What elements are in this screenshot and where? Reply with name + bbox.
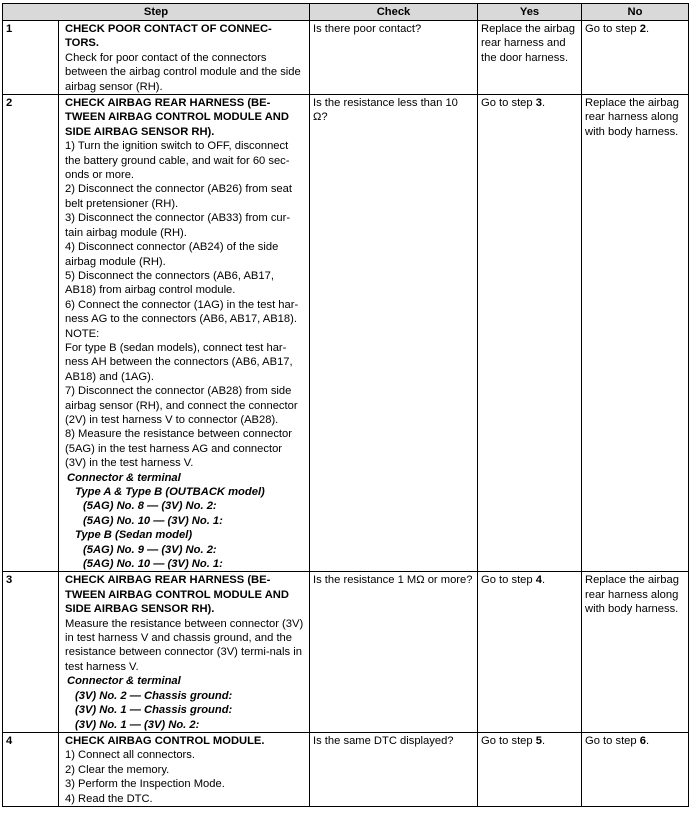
no-action-text: Go to step (585, 23, 640, 35)
terminal-spec: Type A & Type B (OUTBACK model) (75, 486, 265, 498)
no-action: Go to step 2. (582, 21, 689, 95)
terminal-spec: (5AG) No. 8 — (3V) No. 2: (83, 500, 217, 513)
yes-action-text: Go to step (481, 97, 536, 110)
terminal-spec: Connector & terminal (67, 471, 181, 484)
step-description (59, 21, 310, 95)
terminal-spec: Connector & terminal (67, 675, 181, 688)
table-row (3, 21, 689, 95)
yes-action: Go to step 4. (478, 572, 582, 732)
step-instruction: 3) Perform the Inspection Mode. (65, 778, 225, 791)
yes-action-text: Go to step (481, 734, 536, 747)
step-number: 1 (3, 21, 59, 95)
step-title: CHECK AIRBAG REAR HARNESS (BE- TWEEN AIRBAG CONTROL MODULE AND SIDE AIRBAG SENSOR RH). (65, 97, 289, 138)
no-action (582, 95, 689, 572)
check-question: Is the resistance 1 MΩ or more? (310, 572, 478, 732)
step-instruction: 5) Disconnect the connectors (AB6, AB17, AB18) from airbag control module. (65, 269, 274, 297)
terminal-spec: Type B (Sedan model) (75, 529, 193, 542)
step-instruction: Measure the resistance between connector (3V) in test harness V and chassis ground, and the resistance between connector (3V) termi-nals in test harness V. (65, 617, 304, 673)
yes-action: Go to step 3. (478, 95, 582, 572)
no-action: Go to step 6. (582, 732, 689, 806)
terminal-spec: (5AG) No. 10 — (3V) No. 1: (83, 514, 223, 527)
terminal-spec: (5AG) No. 9 — (3V) No. 2: (83, 543, 217, 556)
check-question: Is the resistance less than 10 Ω? (310, 95, 478, 572)
step-instruction: For type B (sedan models), connect test har-ness AH between the connectors (AB6, AB17, AB18) and (1AG). (65, 341, 293, 383)
step-instruction: 3) Disconnect the connector (AB33) from cur-tain airbag module (RH). (65, 212, 291, 239)
terminal-spec: (5AG) No. 10 — (3V) No. 1: (83, 558, 223, 571)
step-title: CHECK AIRBAG REAR HARNESS (BE- TWEEN AIRBAG CONTROL MODULE AND SIDE AIRBAG SENSOR RH). (65, 574, 289, 616)
step-number: 4 (3, 732, 59, 806)
check-question: Is the same DTC displayed? (310, 732, 478, 806)
yes-action-text: Go to step (481, 574, 536, 587)
no-action-text: Go to step (585, 734, 640, 747)
no-action-text: Replace the airbag rear harness along with body harness. (585, 574, 679, 616)
step-number: 3 (3, 572, 59, 732)
terminal-spec: (3V) No. 2 — Chassis ground: (75, 689, 233, 702)
table-row (3, 95, 689, 572)
yes-action: Go to step 5. (478, 732, 582, 806)
step-instruction: 4) Disconnect connector (AB24) of the side airbag module (RH). (65, 241, 279, 268)
step-instruction: 1) Connect all connectors. (65, 749, 195, 762)
table-row (3, 732, 689, 806)
step-instruction: 2) Disconnect the connector (AB26) from seat belt pretensioner (RH). (65, 183, 292, 210)
table-row (3, 572, 689, 732)
yes-action (478, 21, 582, 95)
step-instruction: 6) Connect the connector (1AG) in the test har-ness AG to the connectors (AB6, AB17, AB18). (65, 298, 299, 326)
no-goto-step: 2 (639, 23, 646, 35)
step-instruction: NOTE: (65, 327, 100, 340)
header-check: Check (310, 4, 478, 21)
step-description (59, 95, 310, 572)
no-action (582, 572, 689, 732)
step-description (59, 572, 310, 732)
step-number: 2 (3, 95, 59, 572)
header-row (3, 4, 689, 21)
terminal-spec: (3V) No. 1 — (3V) No. 2: (75, 718, 200, 731)
step-title: CHECK AIRBAG CONTROL MODULE. (65, 734, 265, 747)
yes-action-text: Replace the airbag rear harness and the door harness. (481, 23, 575, 64)
no-goto-step: 6 (639, 734, 646, 747)
step-instruction: Check for poor contact of the connectors between the airbag control module and the side airbag sensor (RH). (65, 51, 301, 93)
step-instruction: 2) Clear the memory. (65, 763, 170, 776)
header-yes: Yes (478, 4, 582, 21)
yes-goto-step: 3 (535, 97, 542, 110)
yes-goto-step: 5 (535, 734, 542, 747)
step-instruction: 1) Turn the ignition switch to OFF, disconnect the battery ground cable, and wait for 60 sec-onds or more. (65, 140, 290, 182)
yes-goto-step: 4 (535, 574, 542, 587)
step-instruction: 4) Read the DTC. (65, 792, 153, 805)
step-title: CHECK POOR CONTACT OF CONNEC- TORS. (65, 23, 272, 50)
no-action-text: Replace the airbag rear harness along with body harness. (585, 97, 679, 138)
terminal-spec: (3V) No. 1 — Chassis ground: (75, 704, 233, 717)
step-description (59, 732, 310, 806)
step-instruction: 7) Disconnect the connector (AB28) from side airbag sensor (RH), and connect the connector (2V) in test harness V to connector (AB28). (65, 385, 298, 426)
step-instruction: 8) Measure the resistance between connector (5AG) in the test harness AG and connector (3V) in the test harness V. (65, 428, 292, 470)
header-step: Step (3, 4, 310, 21)
check-question: Is there poor contact? (310, 21, 478, 95)
header-no: No (582, 4, 689, 21)
diagnostic-table (2, 3, 689, 807)
